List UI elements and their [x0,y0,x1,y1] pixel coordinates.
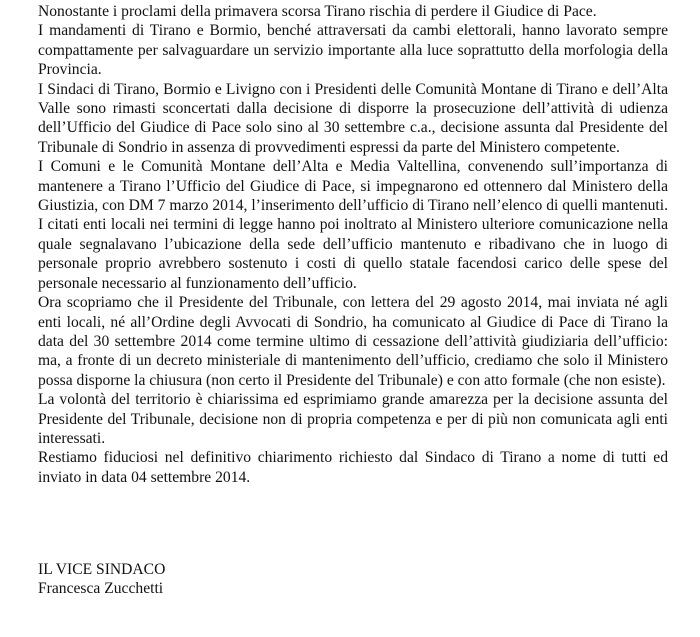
paragraph-5: Ora scopriamo che il Presidente del Tribunale, con lettera del 29 agosto 2014, mai inviata né agli enti locali, né all’Ordine degli Avvocati di Sondrio, ha comunicato al Giudice di Pace di Tirano la data del 30 settembre 2014 come termine ultimo di cessazione dell’attività giudiziaria dell’ufficio: ma, a fronte di un decreto ministeriale di mantenimento dell’ufficio, crediamo che solo il Ministero possa disporne la chiusura (non certo il Presidente del Tribunale) e con atto formale (che non esiste). [38,294,668,389]
paragraph-2: I mandamenti di Tirano e Bormio, benché attraversati da cambi elettorali, hanno lavorato sempre compattamente per salvaguardare un servizio importante alla luce soprattutto della morfologia della Provincia. [38,22,668,79]
paragraph-1: Nonostante i proclami della primavera scorsa Tirano rischia di perdere il Giudice di Pace. [38,3,597,20]
paragraph-7: Restiamo fiduciosi nel definitivo chiarimento richiesto dal Sindaco di Tirano a nome di tutti ed inviato in data 04 settembre 2014. [38,449,668,486]
paragraph-3: I Sindaci di Tirano, Bormio e Livigno con i Presidenti delle Comunità Montane di Tirano e dell’Alta Valle sono rimasti sconcertati dalla decisione di disporre la prosecuzione dell’attività di udienza dell’Ufficio del Giudice di Pace solo sino al 30 settembre c.a., decisione assunta dal Presidente del Tribunale di Sondrio in assenza di provvedimenti espressi da parte del Ministero competente. [38,80,668,156]
signature-name: Francesca Zucchetti [38,580,164,598]
signature-block [38,560,165,599]
paragraph-4: I Comuni e le Comunità Montane dell’Alta e Media Valtellina, convenendo sull’importanza di mantenere a Tirano l’Ufficio del Giudice di Pace, si impegnarono ed ottennero dal Ministero della Giustizia, con DM 7 marzo 2014, l’inserimento dell’ufficio di Tirano nell’elenco di quelli mantenuti. I citati enti locali nei termini di legge hanno poi inoltrato al Ministero ulteriore comunicazione nella quale segnalavano l’ubicazione della sede dell’ufficio mantenuto e ribadivano che in luogo di personale proprio avrebbero sostenuto i costi di quello statale facendosi carico delle spese del personale necessario al funzionamento dell’ufficio. [38,158,668,292]
letter-body [38,2,668,487]
signature-role: IL VICE SINDACO [38,561,166,578]
paragraph-6: La volontà del territorio è chiarissima ed esprimiamo grande amarezza per la decisione assunta del Presidente del Tribunale, decisione non di propria competenza e per di più non comunicata agli enti interessati. [38,391,668,447]
